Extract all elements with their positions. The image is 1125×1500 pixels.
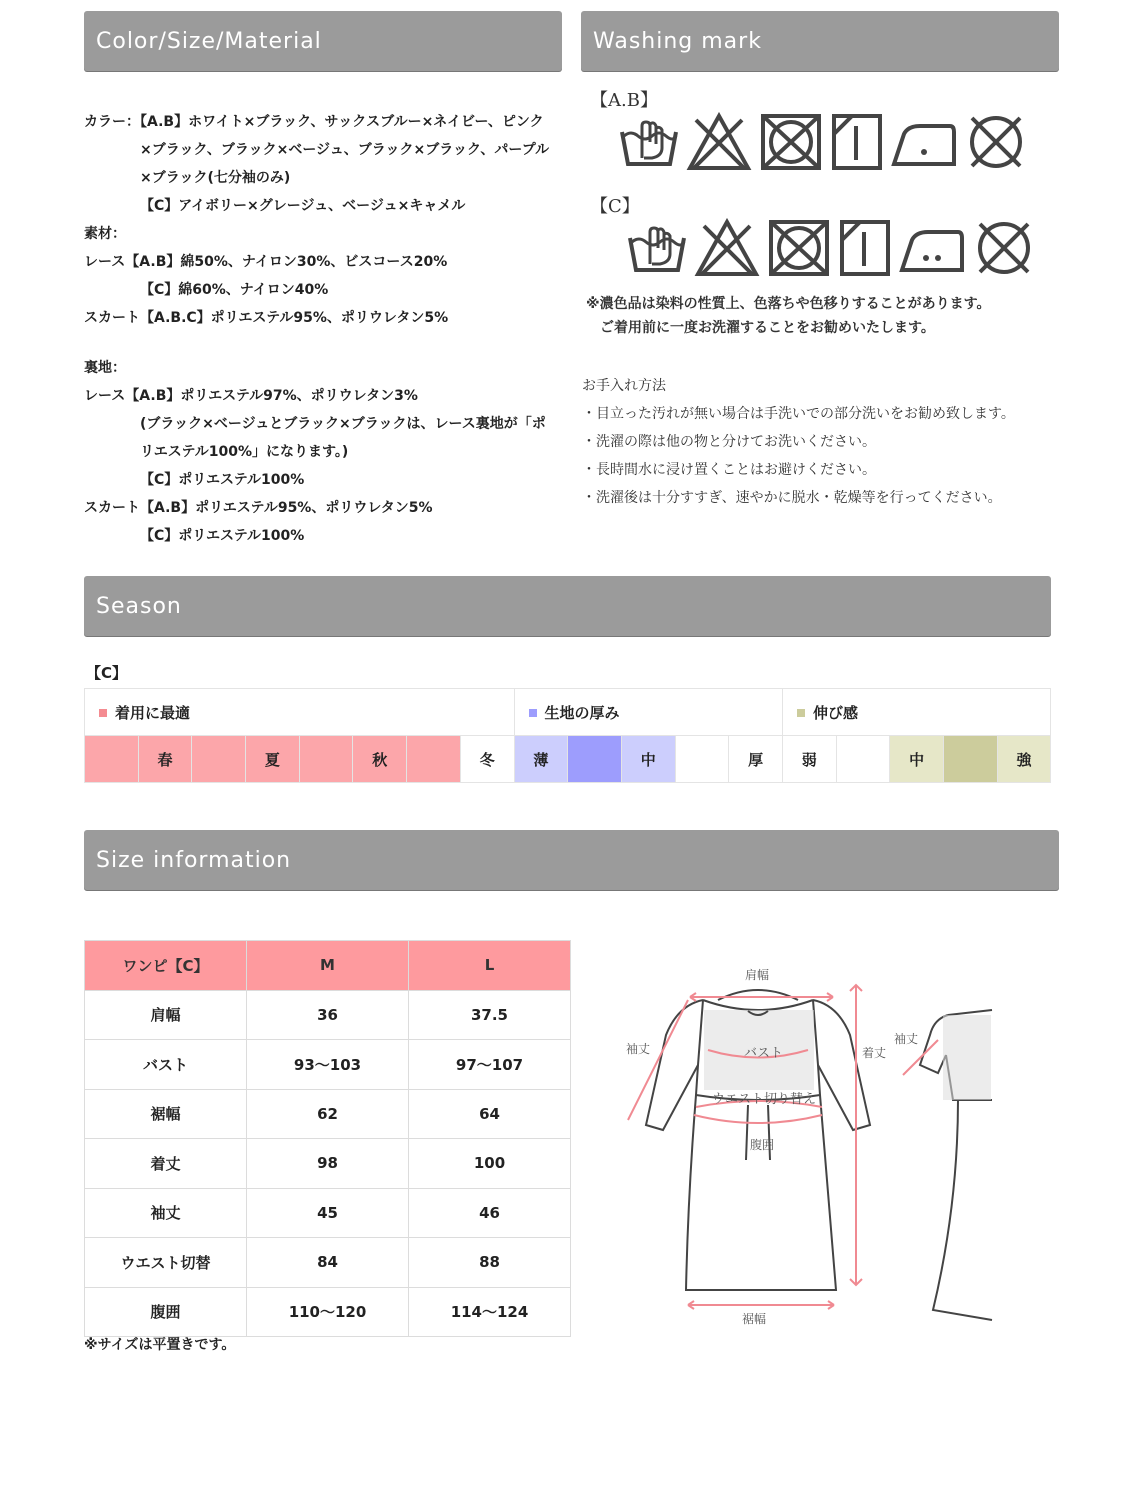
material-line: スカート【A.B】ポリエステル95%、ポリウレタン5%: [84, 500, 433, 516]
diagram-label-belly: 腹囲: [750, 1138, 775, 1152]
iron-low-icon: [890, 112, 960, 172]
size-header-cell: M: [247, 941, 409, 991]
header-size-information: Size information: [84, 830, 1059, 890]
table-cell: 肩幅: [85, 990, 247, 1040]
legend-stretch: [782, 689, 1050, 736]
table-cell: 36: [247, 990, 409, 1040]
size-table: [84, 940, 571, 1337]
thickness-cell: 中: [621, 736, 675, 783]
material-line: カラー：【A.B】ホワイト×ブラック、サックスブルー×ネイビー、ピンク: [84, 114, 544, 130]
wash-note-line2: ご着用前に一度お洗濯することをお勧めいたします。: [600, 320, 935, 336]
no-tumble-dry-icon: [766, 218, 832, 278]
header-season: Season: [84, 576, 1051, 636]
table-cell: 64: [409, 1089, 571, 1139]
table-cell: 97～107: [409, 1040, 571, 1090]
wash-icons-ab: [618, 112, 1070, 172]
material-line: レース【A.B】ポリエステル97%、ポリウレタン3%: [84, 388, 418, 404]
header-washing-mark: Washing mark: [581, 11, 1059, 71]
table-cell: バスト: [85, 1040, 247, 1090]
table-cell: 裾幅: [85, 1089, 247, 1139]
size-note: ※サイズは平置きです。: [84, 1337, 236, 1353]
stretch-cell: [944, 736, 998, 783]
table-row: [85, 1238, 571, 1288]
no-bleach-icon: [686, 112, 752, 172]
care-instructions: [582, 372, 1015, 512]
diagram-label-sleeve: 袖丈: [626, 1042, 651, 1056]
size-header-cell: L: [409, 941, 571, 991]
material-line: (ブラック×ベージュとブラック×ブラックは、レース裏地が「ポ: [140, 416, 546, 432]
material-line: 素材：: [84, 226, 126, 242]
hand-wash-icon: [626, 218, 688, 278]
table-cell: 45: [247, 1188, 409, 1238]
header-color-size-material: Color/Size/Material: [84, 11, 562, 71]
hand-wash-icon: [618, 112, 680, 172]
no-tumble-dry-icon: [758, 112, 824, 172]
material-line: 【C】アイボリー×グレージュ、ベージュ×キャメル: [140, 198, 466, 214]
thickness-cell: 厚: [729, 736, 783, 783]
table-cell: 袖丈: [85, 1188, 247, 1238]
size-table-header: [85, 941, 571, 991]
stretch-cell: [836, 736, 890, 783]
season-cell: [192, 736, 246, 783]
table-cell: 88: [409, 1238, 571, 1288]
table-row: [85, 990, 571, 1040]
stretch-cell: 強: [997, 736, 1051, 783]
season-scale-row: [85, 736, 1051, 783]
wash-note-line1: ※濃色品は染料の性質上、色落ちや色移りすることがあります。: [586, 296, 991, 312]
wash-label-ab: 【A.B】: [590, 90, 658, 111]
table-cell: 114～124: [409, 1287, 571, 1337]
care-item: ・長時間水に浸け置くことはお避けください。: [582, 462, 876, 478]
no-dry-clean-icon: [966, 112, 1026, 172]
line-dry-shade-icon: [830, 112, 884, 172]
stretch-cell: 中: [890, 736, 944, 783]
material-line: リエステル100%」になります。): [140, 444, 349, 460]
season-cell: [407, 736, 461, 783]
legend-thickness: [514, 689, 782, 736]
material-line: 【C】ポリエステル100%: [140, 528, 305, 544]
material-text-block: [84, 108, 569, 550]
table-row: [85, 1089, 571, 1139]
lace-texture-side: [943, 1015, 991, 1100]
table-cell: 98: [247, 1139, 409, 1189]
diagram-label-length: 着丈: [862, 1046, 887, 1060]
season-cell: 秋: [353, 736, 407, 783]
diagram-label-bust: バスト: [744, 1046, 784, 1061]
table-cell: 93～103: [247, 1040, 409, 1090]
table-row: [85, 1139, 571, 1189]
stretch-cell: 弱: [782, 736, 836, 783]
legend-best: [85, 689, 515, 736]
legend-thickness-label: 生地の厚み: [544, 703, 620, 722]
wash-icons-c: [626, 218, 1070, 278]
material-line: スカート【A.B.C】ポリエステル95%、ポリウレタン5%: [84, 310, 449, 326]
line-dry-shade-icon: [838, 218, 892, 278]
table-cell: ウエスト切替: [85, 1238, 247, 1288]
table-cell: 46: [409, 1188, 571, 1238]
material-line: [84, 332, 569, 354]
thickness-cell: [568, 736, 622, 783]
iron-low-icon: [898, 218, 968, 278]
garment-measurement-diagram: [608, 955, 993, 1335]
season-cell: [85, 736, 139, 783]
stretch-marker: [797, 709, 805, 717]
table-row: [85, 1188, 571, 1238]
season-cell: 夏: [246, 736, 300, 783]
care-item: ・洗濯後は十分すすぎ、速やかに脱水・乾燥等を行ってください。: [582, 490, 1002, 506]
care-item: ・洗濯の際は他の物と分けてお洗いください。: [582, 434, 876, 450]
table-cell: 37.5: [409, 990, 571, 1040]
table-cell: 62: [247, 1089, 409, 1139]
wash-label-c: 【C】: [590, 196, 640, 217]
table-row: [85, 1287, 571, 1337]
diagram-label-waist: ウエスト切り替え: [712, 1092, 817, 1107]
legend-best-label: 着用に最適: [115, 703, 191, 722]
diagram-label-sleeve-side: 袖丈: [894, 1032, 919, 1046]
thickness-cell: 薄: [514, 736, 568, 783]
table-cell: 腹囲: [85, 1287, 247, 1337]
care-item: ・目立った汚れが無い場合は手洗いでの部分洗いをお勧め致します。: [582, 406, 1015, 422]
no-dry-clean-icon: [974, 218, 1034, 278]
material-line: ×ブラック(七分袖のみ): [140, 170, 291, 186]
no-bleach-icon: [694, 218, 760, 278]
thickness-cell: [675, 736, 729, 783]
season-variant-label: 【C】: [86, 664, 128, 682]
diagram-label-shoulder: 肩幅: [745, 968, 770, 982]
season-cell: 春: [138, 736, 192, 783]
size-header-cell: ワンピ【C】: [85, 941, 247, 991]
material-line: ×ブラック、ブラック×ベージュ、ブラック×ブラック、パープル: [140, 142, 550, 158]
table-cell: 84: [247, 1238, 409, 1288]
table-row: [85, 1040, 571, 1090]
season-table: [84, 688, 1051, 783]
table-cell: 100: [409, 1139, 571, 1189]
season-cell: [299, 736, 353, 783]
material-line: 【C】綿60%、ナイロン40%: [140, 282, 329, 298]
thickness-marker: [529, 709, 537, 717]
care-title: お手入れ方法: [582, 378, 666, 394]
table-cell: 着丈: [85, 1139, 247, 1189]
table-cell: 110～120: [247, 1287, 409, 1337]
season-cell: 冬: [460, 736, 514, 783]
material-line: 裏地：: [84, 360, 126, 376]
washing-marks: [586, 86, 1070, 340]
diagram-label-hem: 裾幅: [742, 1312, 767, 1326]
legend-stretch-label: 伸び感: [812, 703, 858, 722]
best-marker: [99, 709, 107, 717]
material-line: 【C】ポリエステル100%: [140, 472, 305, 488]
material-line: レース【A.B】綿50%、ナイロン30%、ビスコース20%: [84, 254, 448, 270]
season-legend-row: [85, 689, 1051, 736]
